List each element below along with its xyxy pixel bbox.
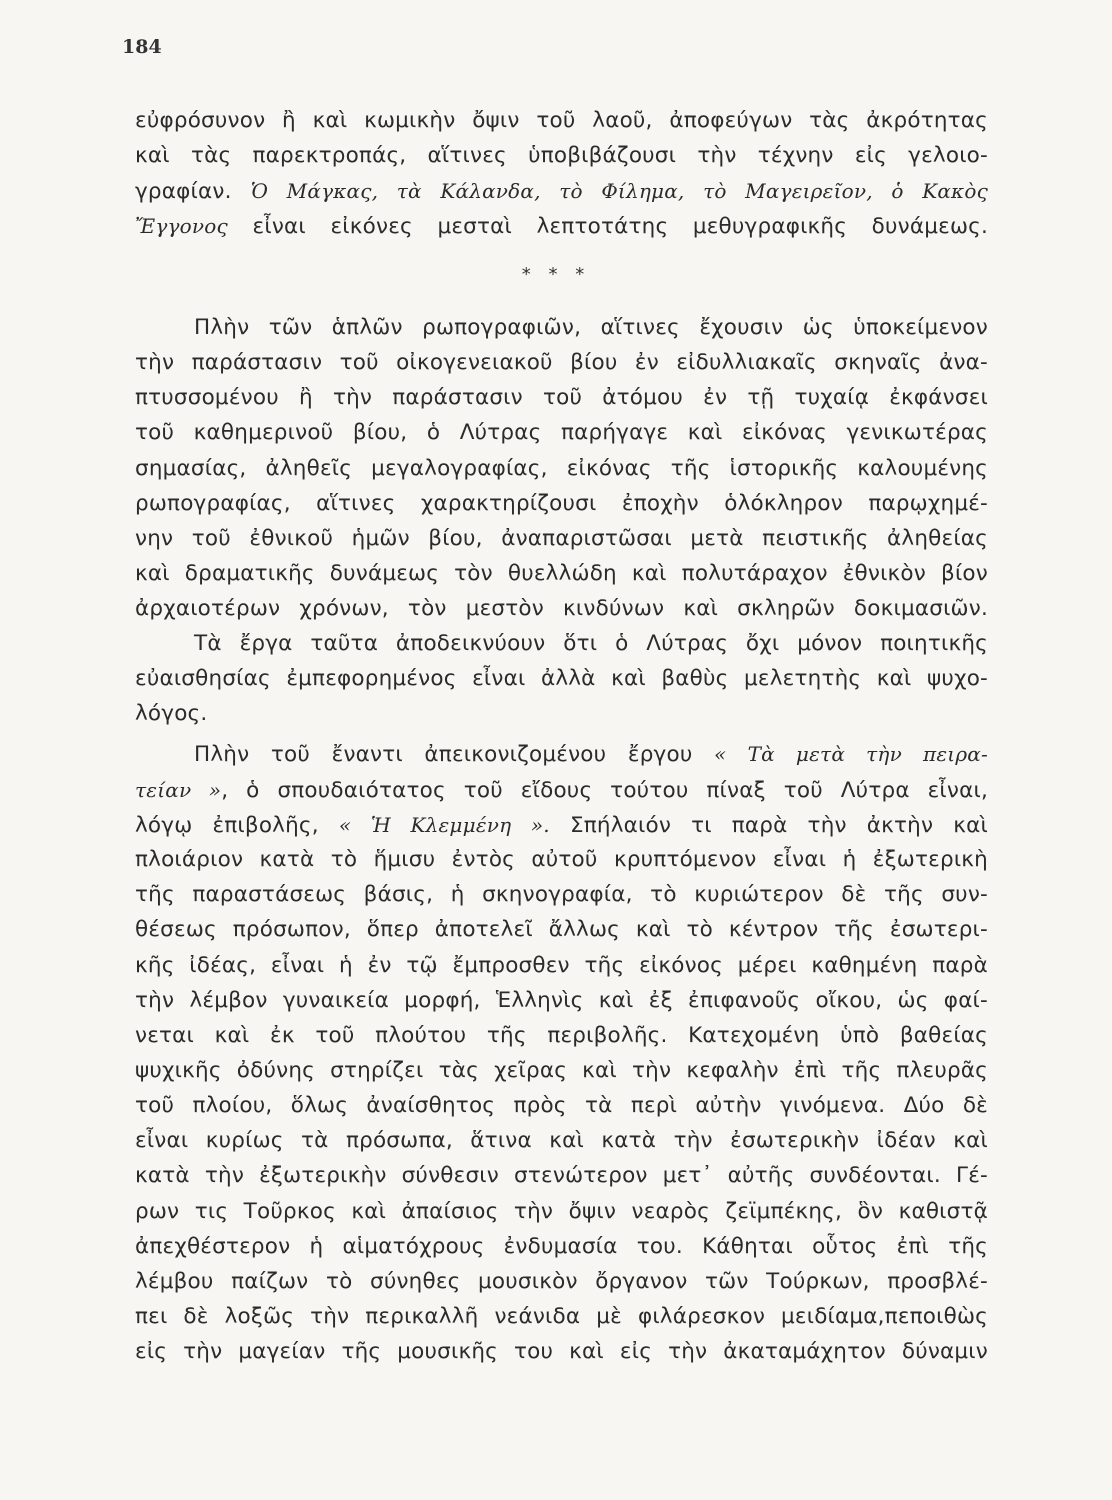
text-line: τὴν λέμβον γυναικεία μορφή, Ἑλληνὶς καὶ ἐξ ἐπιφανοῦς οἴκου, ὡς φαί- <box>135 988 988 1013</box>
text-line: εἰς τὴν μαγείαν τῆς μουσικῆς του καὶ εἰς τὴν ἀκαταμάχητον δύναμιν <box>135 1339 988 1364</box>
text-line: ἀρχαιοτέρων χρόνων, τὸν μεστὸν κινδύνων καὶ σκληρῶν δοκιμασιῶν. <box>135 596 988 621</box>
text-line: καὶ δραματικῆς δυνάμεως τὸν θυελλώδη καὶ πολυτάραχον ἐθνικὸν βίον <box>135 561 988 586</box>
text-line: νην τοῦ ἐθνικοῦ ἡμῶν βίου, ἀναπαριστῶσαι μετὰ πειστικῆς ἀληθείας <box>135 526 988 551</box>
text-line <box>135 176 988 207</box>
text-line: πει δὲ λοξῶς τὴν περικαλλῆ νεάνιδα μὲ φιλάρεσκον μειδίαμα,πεποιθὼς <box>135 1304 988 1329</box>
section-break-asterism: * * * <box>521 264 591 285</box>
text-span: γραφίαν. <box>135 179 232 204</box>
text-line: καὶ τὰς παρεκτροπάς, αἵτινες ὑποβιβάζουσι τὴν τέχνην εἰς γελοιο- <box>135 143 988 168</box>
text-line: ρωπογραφίας, αἵτινες χαρακτηρίζουσι ἐποχὴν ὁλόκληρον παρῳχημέ- <box>135 491 988 516</box>
text-line: σημασίας, ἀληθεῖς μεγαλογραφίας, εἰκόνας τῆς ἱστορικῆς καλουμένης <box>135 456 988 481</box>
text-line: Πλὴν τῶν ἁπλῶν ρωπογραφιῶν, αἵτινες ἔχουσιν ὡς ὑποκείμενον <box>194 315 988 340</box>
text-line: εὐφρόσυνον ἢ καὶ κωμικὴν ὄψιν τοῦ λαοῦ, ἀποφεύγων τὰς ἀκρότητας <box>135 108 988 133</box>
text-line <box>135 775 988 806</box>
text-line: τῆς παραστάσεως βάσις, ἡ σκηνογραφία, τὸ κυριώτερον δὲ τῆς συν- <box>135 882 988 907</box>
text-line: εἶναι κυρίως τὰ πρόσωπα, ἅτινα καὶ κατὰ τὴν ἐσωτερικὴν ἰδέαν καὶ <box>135 1128 988 1153</box>
text-line <box>194 739 988 770</box>
text-span: Σπήλαιόν τι παρὰ τὴν ἀκτὴν καὶ <box>569 813 988 838</box>
italic-title-span: « Τὰ μετὰ τὴν πειρα- <box>714 742 988 766</box>
text-line: ἀπεχθέστερον ἡ αἱματόχρους ἐνδυμασία του. Κάθηται οὗτος ἐπὶ τῆς <box>135 1234 988 1259</box>
page-number: 184 <box>122 36 162 58</box>
text-span: , ὁ σπουδαιότατος τοῦ εἴδους τούτου πίναξ τοῦ Λύτρα εἶναι, <box>221 778 989 803</box>
text-line: εὐαισθησίας ἐμπεφορημένος εἶναι ἀλλὰ καὶ βαθὺς μελετητὴς καὶ ψυχο- <box>135 666 988 691</box>
text-line: τὴν παράστασιν τοῦ οἰκογενειακοῦ βίου ἐν εἰδυλλιακαῖς σκηναῖς ἀνα- <box>135 350 988 375</box>
text-line: πτυσσομένου ἢ τὴν παράστασιν τοῦ ἀτόμου ἐν τῇ τυχαίᾳ ἐκφάνσει <box>135 385 988 410</box>
text-line: λόγος. <box>135 701 208 726</box>
text-line: Τὰ ἔργα ταῦτα ἀποδεικνύουν ὅτι ὁ Λύτρας ὄχι μόνον ποιητικῆς <box>194 631 988 656</box>
text-line: λέμβου παίζων τὸ σύνηθες μουσικὸν ὄργανον τῶν Τούρκων, προσβλέ- <box>135 1269 988 1294</box>
text-line: νεται καὶ ἐκ τοῦ πλούτου τῆς περιβολῆς. Κατεχομένη ὑπὸ βαθείας <box>135 1023 988 1048</box>
text-span: εἶναι εἰκόνες μεσταὶ λεπτοτάτης μεθυγραφικῆς δυνάμεως. <box>252 214 988 239</box>
text-line: θέσεως πρόσωπον, ὅπερ ἀποτελεῖ ἄλλως καὶ τὸ κέντρον τῆς ἐσωτερι- <box>135 917 988 942</box>
text-line: ψυχικῆς ὀδύνης στηρίζει τὰς χεῖρας καὶ τὴν κεφαλὴν ἐπὶ τῆς πλευρᾶς <box>135 1058 988 1083</box>
italic-title-span: « Ἡ Κλεμμένη ». <box>338 813 550 837</box>
text-span: λόγῳ ἐπιβολῆς, <box>135 813 319 838</box>
text-line: κατὰ τὴν ἐξωτερικὴν σύνθεσιν στενώτερον μετ᾽ αὐτῆς συνδέονται. Γέ- <box>135 1163 988 1188</box>
text-line: τοῦ καθημερινοῦ βίου, ὁ Λύτρας παρήγαγε καὶ εἰκόνας γενικωτέρας <box>135 420 988 445</box>
text-line: πλοιάριον κατὰ τὸ ἥμισυ ἐντὸς αὐτοῦ κρυπτόμενον εἶναι ἡ ἐξωτερικὴ <box>135 847 988 872</box>
text-line: κῆς ἰδέας, εἶναι ἡ ἐν τῷ ἔμπροσθεν τῆς εἰκόνος μέρει καθημένη παρὰ <box>135 953 988 978</box>
text-line <box>135 810 988 841</box>
italic-title-span: Ἔγγονος <box>135 214 228 238</box>
text-line: τοῦ πλοίου, ὅλως ἀναίσθητος πρὸς τὰ περὶ αὐτὴν γινόμενα. Δύο δὲ <box>135 1093 988 1118</box>
italic-title-span: τείαν » <box>135 778 222 802</box>
text-line: ρων τις Τοῦρκος καὶ ἀπαίσιος τὴν ὄψιν νεαρὸς ζεϊμπέκης, ὃν καθιστᾷ <box>135 1199 988 1224</box>
text-span: Πλὴν τοῦ ἔναντι ἀπεικονιζομένου ἔργου <box>194 742 693 767</box>
italic-title-span: Ὁ Μάγκας, τὰ Κάλανδα, τὸ Φίλημα, τὸ Μαγειρεῖον, ὁ Κακὸς <box>250 179 988 203</box>
text-line <box>135 211 988 242</box>
